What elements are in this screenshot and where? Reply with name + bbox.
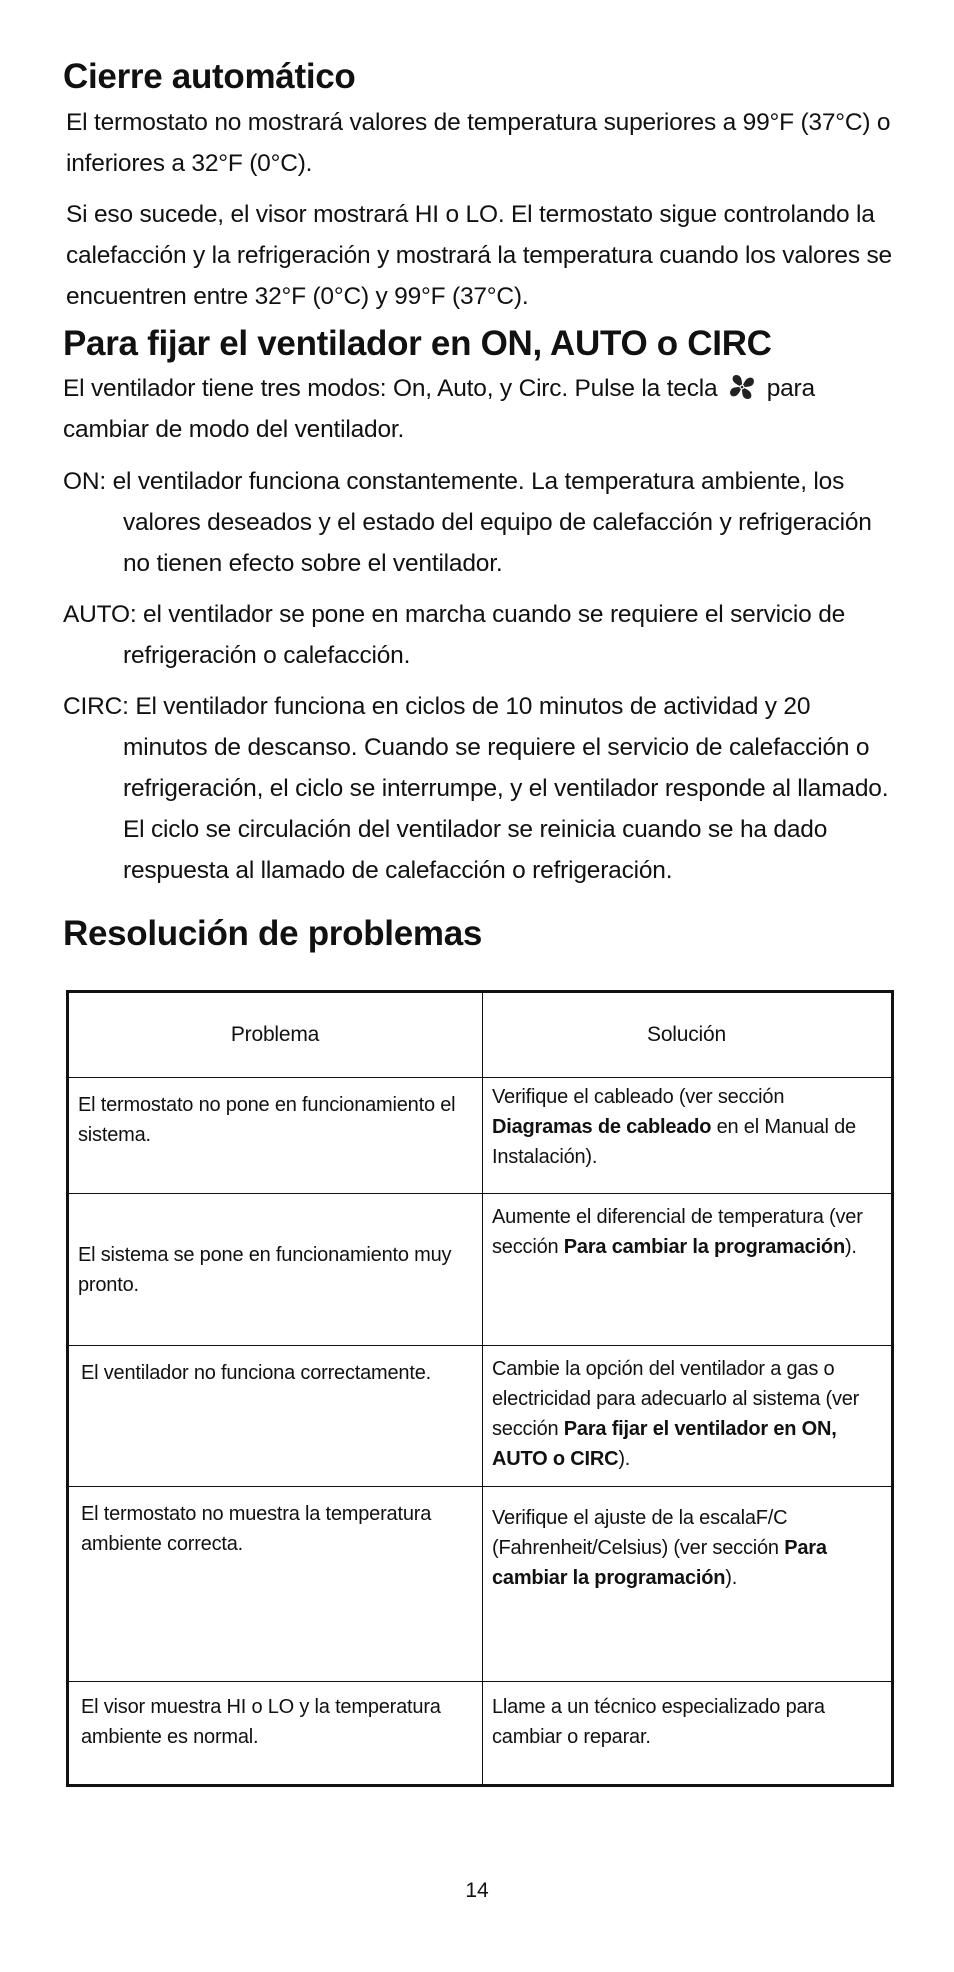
heading-auto-shutoff: Cierre automático [63,57,356,96]
fan-mode-label: CIRC: [63,693,129,720]
fan-mode-description: El ventilador funciona en ciclos de 10 minutos de actividad y 20 minutos de descanso. Cuando se requiere el servicio de calefacción o refrigeración, el ciclo se interrumpe, y el ventilador responde al llamado. El ciclo se circulación del ventilador se reinicia cuando se ha dado respuesta al llamado de calefacción o refrigeración. [123,693,889,884]
problem-cell: El termostato no muestra la temperatura ambiente correcta. [69,1487,483,1682]
solution-cell: Aumente el diferencial de temperatura (ver sección Para cambiar la programación). [483,1194,892,1346]
problem-cell: El ventilador no funciona correctamente. [69,1346,483,1487]
heading-fan-modes: Para fijar el ventilador en ON, AUTO o CIRC [63,324,772,363]
paragraph-hi-lo-display: Si eso sucede, el visor mostrará HI o LO. El termostato sigue controlando la calefacción y la refrigeración y mostrará la temperatura cuando los valores se encuentren entre 32°F (0°C) y 99°F (37°C). [66,201,892,310]
problem-cell: El visor muestra HI o LO y la temperatura ambiente es normal. [69,1682,483,1785]
paragraph-fan-intro [63,368,893,450]
problem-cell: El sistema se pone en funcionamiento muy pronto. [69,1194,483,1346]
fan-mode-label: ON: [63,468,106,495]
table-row [69,1346,892,1487]
table-row [69,1682,892,1785]
table-row [69,1078,892,1194]
content-column [63,54,893,957]
table-row [69,1194,892,1346]
column-header-problem: Problema [69,993,483,1078]
solution-cell: Verifique el cableado (ver sección Diagramas de cableado en el Manual de Instalación). [483,1078,892,1194]
fan-mode-on [63,461,893,584]
section-reference: Diagramas de cableado [492,1116,712,1138]
column-header-solution: Solución [483,993,892,1078]
fan-mode-circ [63,686,893,891]
fan-intro-text: El ventilador tiene tres modos: On, Auto, y Circ. Pulse la tecla [63,375,718,402]
paragraph-temperature-limits: El termostato no mostrará valores de temperatura superiores a 99°F (37°C) o inferiores a 32°F (0°C). [66,109,891,177]
fan-mode-label: AUTO: [63,601,137,628]
solution-cell: Cambie la opción del ventilador a gas o electricidad para adecuarlo al sistema (ver sección Para fijar el ventilador en ON, AUTO o CIRC). [483,1346,892,1487]
fan-mode-auto [63,594,893,676]
section-reference: Para cambiar la programación [492,1537,827,1589]
fan-mode-description: el ventilador se pone en marcha cuando se requiere el servicio de refrigeración o calefacción. [123,601,846,669]
heading-troubleshooting: Resolución de problemas [63,914,483,953]
section-reference: Para fijar el ventilador en ON, AUTO o CIRC [492,1418,837,1470]
page-number: 14 [465,1879,489,1902]
problem-cell: El termostato no pone en funcionamiento el sistema. [69,1078,483,1194]
solution-cell: Llame a un técnico especializado para cambiar o reparar. [483,1682,892,1785]
fan-icon [727,372,757,402]
section-reference: Para cambiar la programación [563,1236,845,1258]
fan-intro-text-end: para cambiar de modo del ventilador. [63,375,815,443]
table-header-row [69,993,892,1078]
table-row [69,1487,892,1682]
solution-cell: Verifique el ajuste de la escalaF/C (Fahrenheit/Celsius) (ver sección Para cambiar la programación). [483,1487,892,1682]
troubleshooting-table [66,990,894,1787]
fan-mode-description: el ventilador funciona constantemente. La temperatura ambiente, los valores deseados y el estado del equipo de calefacción y refrigeración no tienen efecto sobre el ventilador. [112,468,872,577]
